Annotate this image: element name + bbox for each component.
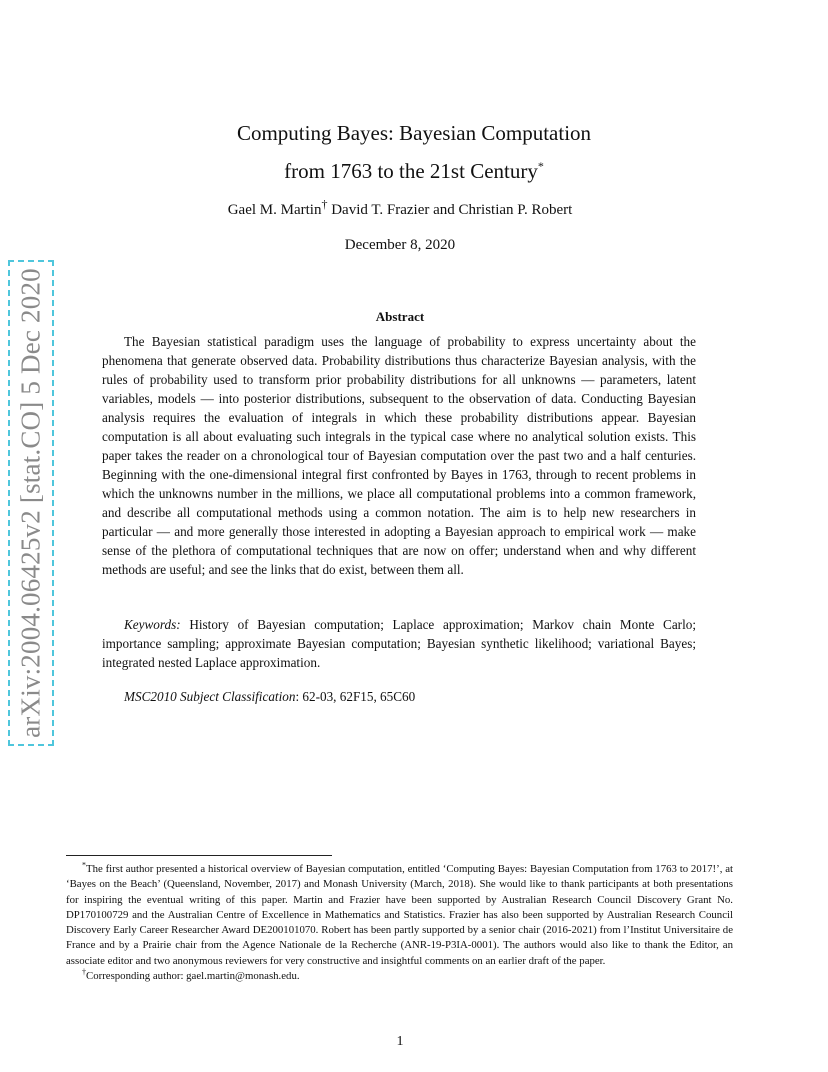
keywords <box>102 615 696 672</box>
footnote-1-text: The first author presented a historical overview of Bayesian computation, entitled ‘Computing Bayes: Bayesian Computation from 1763 to 2017!’, at ‘Bayes on the Beach’ (Queensland, November, 2017) and Monash University (March, 2018). She would like to thank participants at both presentations for inspiring the eventual writing of this paper. Martin and Frazier have been supported by Australian Research Council Discovery Grant No. DP170100729 and the Australian Centre of Excellence in Mathematics and Statistics. Frazier has also been supported by Australian Research Council Discovery Early Career Researcher Award DE200101070. Robert has been partly supported by a senior chair (2016-2021) from l’Institut Universitaire de France and by a Prairie chair from the Agence Nationale de la Recherche (ANR-19-P3IA-0001). The authors would also like to thank the Editor, an associate editor and two anonymous reviewers for very constructive and insightful comments on an earlier draft of the paper. <box>66 863 733 967</box>
abstract-body: The Bayesian statistical paradigm uses the language of probability to express uncertainty about the phenomena that generate observed data. Probability distributions thus characterize Bayesian analysis, with the rules of probability used to transform prior probability distributions for all unknowns — parameters, latent variables, models — into posterior distributions, subsequent to the observation of data. Conducting Bayesian analysis requires the evaluation of integrals in which these probability distributions appear. Bayesian computation is all about evaluating such integrals in the typical case where no analytical solution exists. This paper takes the reader on a chronological tour of Bayesian computation over the past two and a half centuries. Beginning with the one-dimensional integral first confronted by Bayes in 1763, through to recent problems in which the unknowns number in the millions, we place all computational problems into a common framework, and describe all computational methods using a common notation. The aim is to help new researchers in particular — and more generally those interested in adopting a Bayesian approach to empirical work — make sense of the plethora of computational techniques that are now on offer; understand when and why different methods are useful; and see the links that do exist, between them all. <box>102 334 696 577</box>
footnote-1-mark: * <box>82 860 86 870</box>
msc-label: MSC2010 Subject Classification <box>124 689 296 704</box>
footnote-1 <box>66 862 733 969</box>
title-line-1: Computing Bayes: Bayesian Computation <box>236 121 592 145</box>
other-authors: David T. Frazier and Christian P. Robert <box>327 202 573 218</box>
page-number: 1 <box>396 1034 404 1049</box>
footnote-2 <box>66 969 733 984</box>
title-footnote-mark: * <box>537 159 544 173</box>
keywords-label: Keywords: <box>124 617 181 632</box>
footnote-rule <box>66 855 332 856</box>
title-line-2-text: from 1763 to the 21st Century <box>284 159 538 183</box>
msc-codes: : 62-03, 62F15, 65C60 <box>295 689 416 704</box>
author-list <box>0 197 800 219</box>
msc-classification <box>124 689 415 705</box>
paper-date: December 8, 2020 <box>344 237 456 253</box>
footnote-2-text: Corresponding author: gael.martin@monash.edu. <box>86 970 300 983</box>
author-1-footnote-mark: † <box>321 197 328 211</box>
arxiv-stamp: arXiv:2004.06425v2 [stat.CO] 5 Dec 2020 <box>15 268 46 738</box>
abstract-heading: Abstract <box>375 309 425 324</box>
keywords-text: History of Bayesian computation; Laplace approximation; Markov chain Monte Carlo; importance sampling; approximate Bayesian computation; Bayesian synthetic likelihood; variational Bayes; integrated nested Laplace approximation. <box>102 617 696 670</box>
footnote-2-mark: † <box>82 967 86 977</box>
title-line-2 <box>0 152 828 190</box>
footnotes <box>66 862 733 984</box>
author-1: Gael M. Martin <box>227 202 322 218</box>
paper-title <box>0 114 828 190</box>
